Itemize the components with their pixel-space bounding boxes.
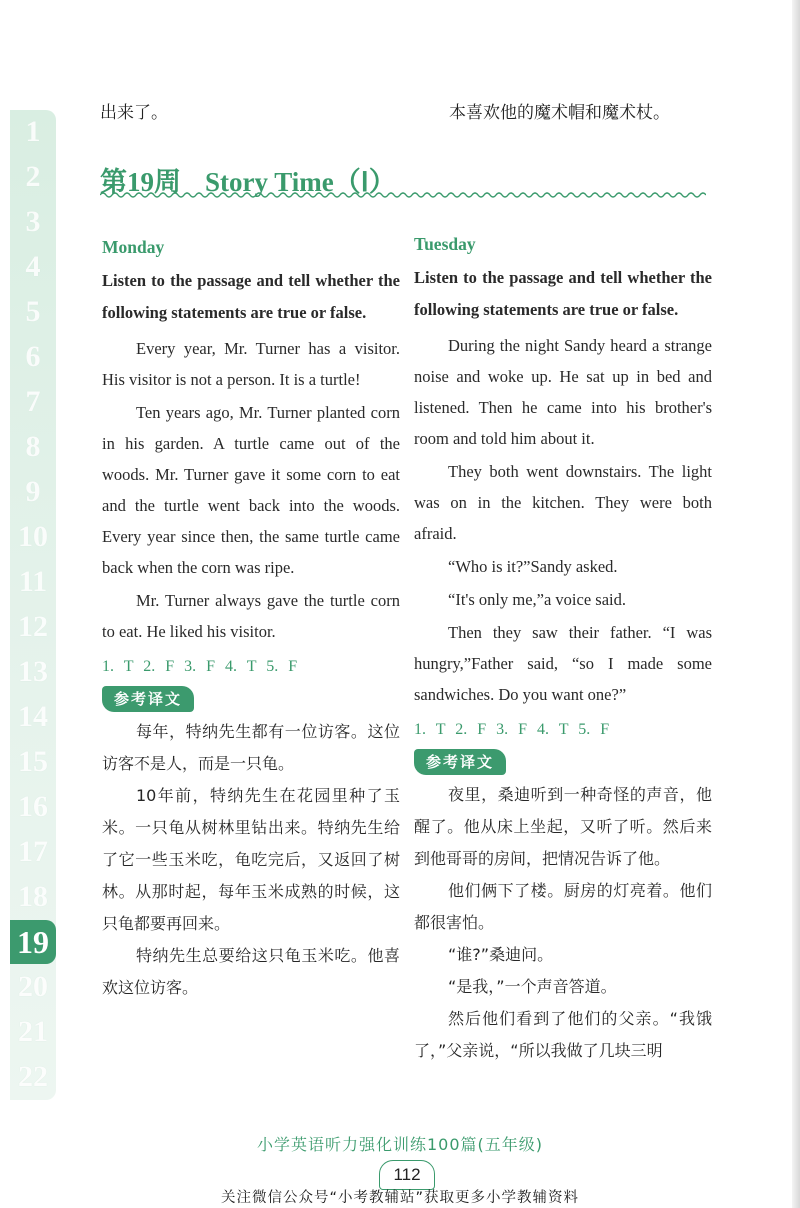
chapter-tab-22[interactable]: 22: [18, 1060, 48, 1093]
chapter-tab-20[interactable]: 20: [18, 970, 48, 1003]
tuesday-reference-badge: 参考译文: [414, 749, 506, 775]
previous-page-text-right: 本喜欢他的魔术帽和魔术杖。: [449, 103, 670, 123]
tuesday-paragraph: Then they saw their father. “I was hungry,”Father said, “so I made some sandwiches. Do you want one?”: [414, 623, 712, 704]
tuesday-heading: Tuesday: [414, 234, 476, 254]
monday-reference-badge: 参考译文: [102, 686, 194, 712]
chapter-tab-17[interactable]: 17: [18, 835, 48, 868]
chapter-tab-8[interactable]: 8: [25, 430, 41, 463]
page-edge-shadow: [792, 0, 800, 1208]
chapter-tab-1[interactable]: 1: [25, 115, 41, 148]
chapter-tab-2[interactable]: 2: [25, 160, 41, 193]
page-number: 112: [379, 1160, 435, 1190]
chapter-tab-15[interactable]: 15: [18, 745, 48, 778]
chapter-tab-18[interactable]: 18: [18, 880, 48, 913]
chapter-tab-9[interactable]: 9: [25, 475, 41, 508]
monday-heading: Monday: [102, 237, 165, 257]
chapter-tab-4[interactable]: 4: [25, 250, 41, 283]
chapter-tab-21[interactable]: 21: [18, 1015, 48, 1048]
footer-note: 关注微信公众号“小考教辅站”获取更多小学教辅资料: [220, 1190, 580, 1206]
tuesday-translation-paragraph: 他们俩下了楼。厨房的灯亮着。他们都很害怕。: [414, 881, 712, 932]
tuesday-translation-paragraph: 夜里，桑迪听到一种奇怪的声音，他醒了。他从床上坐起，又听了听。然后来到他哥哥的房间，把情况告诉了他。: [414, 785, 712, 868]
monday-passage: [102, 333, 400, 647]
chapter-tab-5[interactable]: 5: [25, 295, 41, 328]
story-title: Story Time（Ⅰ）: [205, 167, 396, 197]
monday-translation-paragraph: 每年，特纳先生都有一位访客。这位访客不是人，而是一只龟。: [102, 722, 400, 773]
chapter-tab-16[interactable]: 16: [18, 790, 48, 823]
tuesday-passage: [414, 330, 712, 710]
tuesday-answers: 1. T 2. F 3. F 4. T 5. F: [414, 721, 610, 738]
chapter-tab-6[interactable]: 6: [25, 340, 41, 373]
tuesday-translation-paragraph: “是我，”一个声音答道。: [448, 977, 617, 996]
tuesday-paragraph: During the night Sandy heard a strange noise and woke up. He sat up in bed and listened. Then he came into his brother's room and told him about it.: [414, 336, 712, 448]
previous-page-text-left: 出来了。: [100, 103, 168, 123]
monday-paragraph: Mr. Turner always gave the turtle corn to eat. He liked his visitor.: [102, 591, 400, 641]
chapter-tab-19[interactable]: 19: [10, 920, 56, 964]
chapter-tab-7[interactable]: 7: [25, 385, 41, 418]
chapter-tab-11[interactable]: 11: [18, 565, 48, 598]
tuesday-instruction: Listen to the passage and tell whether the following statements are true or false.: [414, 268, 712, 319]
book-title-footer: 小学英语听力强化训练100篇(五年级): [256, 1135, 544, 1154]
monday-translation: [102, 716, 400, 1004]
tuesday-translation-paragraph: 然后他们看到了他们的父亲。“我饿了，”父亲说，“所以我做了几块三明: [414, 1009, 712, 1060]
chapter-tab-13[interactable]: 13: [18, 655, 48, 688]
title-wave-underline: [100, 190, 706, 200]
chapter-tab-10[interactable]: 10: [18, 520, 48, 553]
chapter-tab-3[interactable]: 3: [25, 205, 41, 238]
monday-translation-paragraph: 特纳先生总要给这只龟玉米吃。他喜欢这位访客。: [102, 946, 400, 997]
monday-paragraph: Every year, Mr. Turner has a visitor. His visitor is not a person. It is a turtle!: [102, 339, 400, 389]
week-label: 第19周: [100, 167, 181, 197]
tuesday-column: [414, 229, 712, 1067]
monday-paragraph: Ten years ago, Mr. Turner planted corn in his garden. A turtle came out of the woods. Mr. Turner gave it some corn to eat and the turtle went back into the woods. Every year since then, the same turtle came back when the corn was ripe.: [102, 403, 400, 577]
chapter-tab-14[interactable]: 14: [18, 700, 48, 733]
tuesday-translation: [414, 779, 712, 1067]
tuesday-paragraph: “Who is it?”Sandy asked.: [448, 557, 618, 576]
monday-instruction: Listen to the passage and tell whether the following statements are true or false.: [102, 271, 400, 322]
tuesday-translation-paragraph: “谁?”桑迪问。: [448, 945, 554, 964]
monday-translation-paragraph: 10年前，特纳先生在花园里种了玉米。一只龟从树林里钻出来。特纳先生给了它一些玉米吃，龟吃完后，又返回了树林。从那时起，每年玉米成熟的时候，这只龟都要再回来。: [102, 786, 400, 933]
chapter-tab-12[interactable]: 12: [18, 610, 48, 643]
tuesday-paragraph: They both went downstairs. The light was on in the kitchen. They were both afraid.: [414, 462, 712, 543]
monday-column: [102, 232, 400, 1004]
tuesday-paragraph: “It's only me,”a voice said.: [448, 590, 626, 609]
chapter-tab-strip: [10, 110, 56, 1100]
monday-answers: 1. T 2. F 3. F 4. T 5. F: [102, 658, 298, 675]
